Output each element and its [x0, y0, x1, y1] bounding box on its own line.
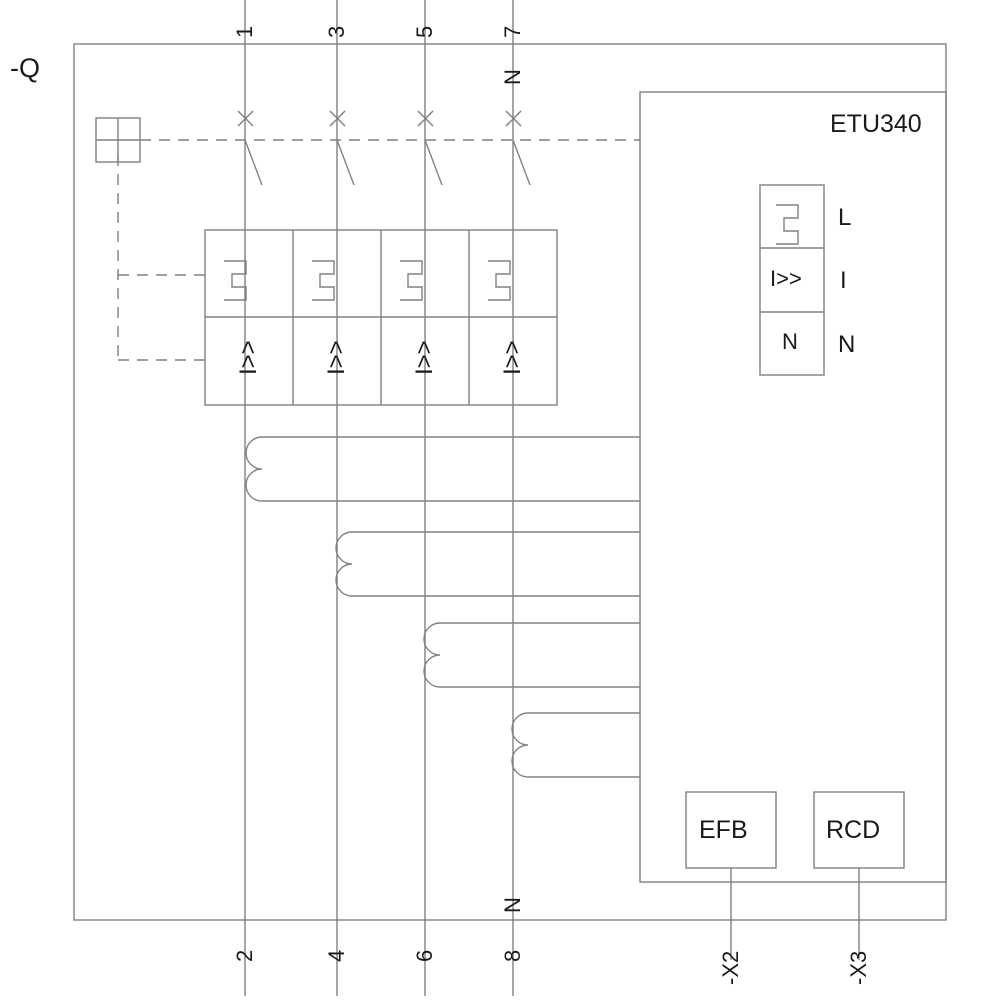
enclosure-outline	[74, 44, 946, 920]
etu-enclosure	[640, 92, 946, 882]
trip-unit-block	[205, 230, 557, 405]
operating-mechanism-symbol	[96, 118, 140, 162]
terminal-label-bottom-4: 4	[324, 949, 349, 962]
terminal-label-top-3: 3	[324, 25, 349, 38]
module-terminal-label-x2: -X2	[718, 950, 743, 985]
terminal-label-bottom-8: 8	[500, 949, 525, 962]
overcurrent-symbol-pole-3: I>>	[411, 340, 438, 375]
terminal-label-bottom-neutral: N	[500, 897, 525, 913]
etu-row-label-l: L	[838, 204, 852, 231]
mechanical-linkage	[118, 140, 640, 360]
etu-symbol-neutral: N	[782, 329, 798, 354]
terminal-label-bottom-2: 2	[232, 949, 257, 962]
terminal-label-top-1: 1	[232, 25, 257, 38]
etu-title-label: ETU340	[830, 110, 922, 138]
device-designation-label: -Q	[10, 53, 40, 83]
terminal-label-bottom-6: 6	[412, 949, 437, 962]
etu-symbol-overcurrent: I>>	[770, 266, 802, 291]
pole-conductors	[245, 0, 513, 996]
etu-row-label-i: I	[840, 267, 847, 294]
overcurrent-symbol-pole-4: I>>	[499, 340, 526, 375]
terminal-label-top-neutral: N	[500, 69, 525, 85]
overcurrent-symbol-pole-2: I>>	[323, 340, 350, 375]
etu-row-label-n: N	[838, 331, 856, 358]
terminal-label-top-7: 7	[500, 25, 525, 38]
module-label-efb: EFB	[699, 816, 748, 844]
terminal-label-top-5: 5	[412, 25, 437, 38]
module-label-rcd: RCD	[826, 816, 881, 844]
module-terminal-label-x3: -X3	[846, 950, 871, 985]
current-transformer-loops	[246, 437, 640, 777]
overcurrent-symbol-pole-1: I>>	[235, 340, 262, 375]
switch-contacts	[238, 111, 530, 185]
thermal-release-symbols	[224, 261, 510, 300]
